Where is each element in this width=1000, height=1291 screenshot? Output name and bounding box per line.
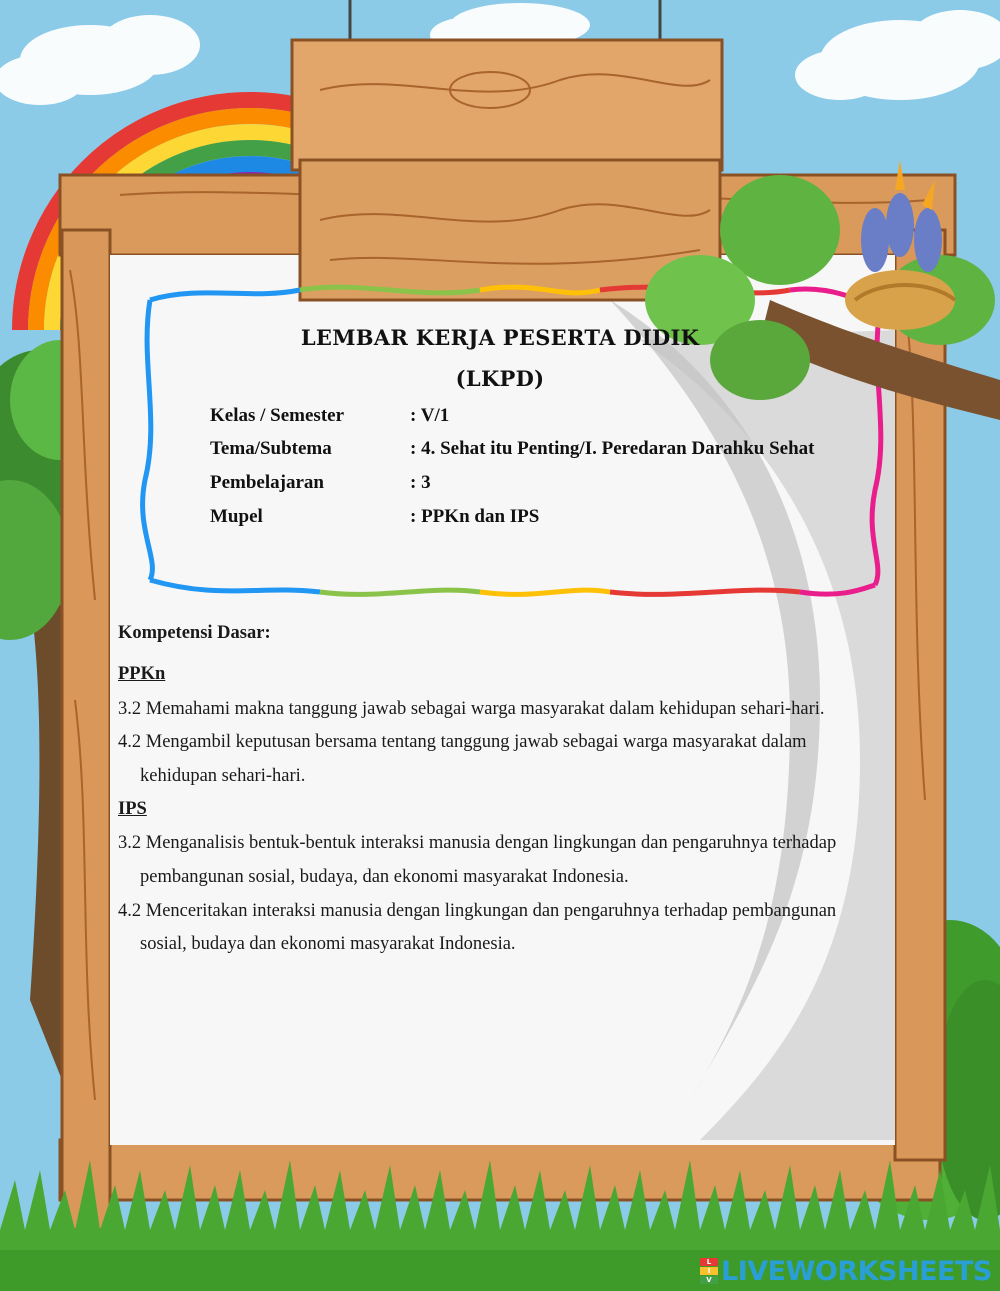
liveworksheets-logo[interactable] xyxy=(700,1256,992,1286)
ips-item-continuation: pembangunan sosial, budaya, dan ekonomi masyarakat Indonesia. xyxy=(140,867,629,887)
ppkn-item-continuation: kehidupan sehari-hari. xyxy=(140,766,306,786)
info-value: : PPKn dan IPS xyxy=(410,506,540,527)
hanging-sign xyxy=(292,0,722,300)
logo-text: LIVEWORKSHEETS xyxy=(721,1255,992,1287)
ppkn-item: 3.2 Memahami makna tanggung jawab sebagai warga masyarakat dalam kehidupan sehari-hari. xyxy=(118,699,825,719)
ppkn-item: 4.2 Mengambil keputusan bersama tentang tanggung jawab sebagai warga masyarakat dalam xyxy=(118,732,807,752)
info-value: : 4. Sehat itu Penting/I. Peredaran Darahku Sehat xyxy=(410,438,815,459)
worksheet-subtitle: (LKPD) xyxy=(455,366,545,391)
ips-item: 4.2 Menceritakan interaksi manusia dengan lingkungan dan pengaruhnya terhadap pembangunan xyxy=(118,901,837,921)
ips-item-continuation: sosial, budaya dan ekonomi masyarakat Indonesia. xyxy=(140,934,516,954)
info-label: Tema/Subtema xyxy=(210,438,332,459)
kompetensi-dasar-heading: Kompetensi Dasar: xyxy=(118,623,271,643)
info-label: Pembelajaran xyxy=(210,472,324,493)
ips-heading: IPS xyxy=(118,799,147,819)
ips-item: 3.2 Menganalisis bentuk-bentuk interaksi manusia dengan lingkungan dan pengaruhnya terhadap xyxy=(118,833,837,853)
info-value: : V/1 xyxy=(410,405,450,426)
info-label: Mupel xyxy=(210,506,263,527)
ppkn-heading: PPKn xyxy=(118,664,166,684)
worksheet-title: LEMBAR KERJA PESERTA DIDIK xyxy=(300,325,700,350)
info-label: Kelas / Semester xyxy=(210,405,345,426)
info-value: : 3 xyxy=(410,472,431,493)
logo-mark-icon: L I V xyxy=(700,1258,718,1284)
